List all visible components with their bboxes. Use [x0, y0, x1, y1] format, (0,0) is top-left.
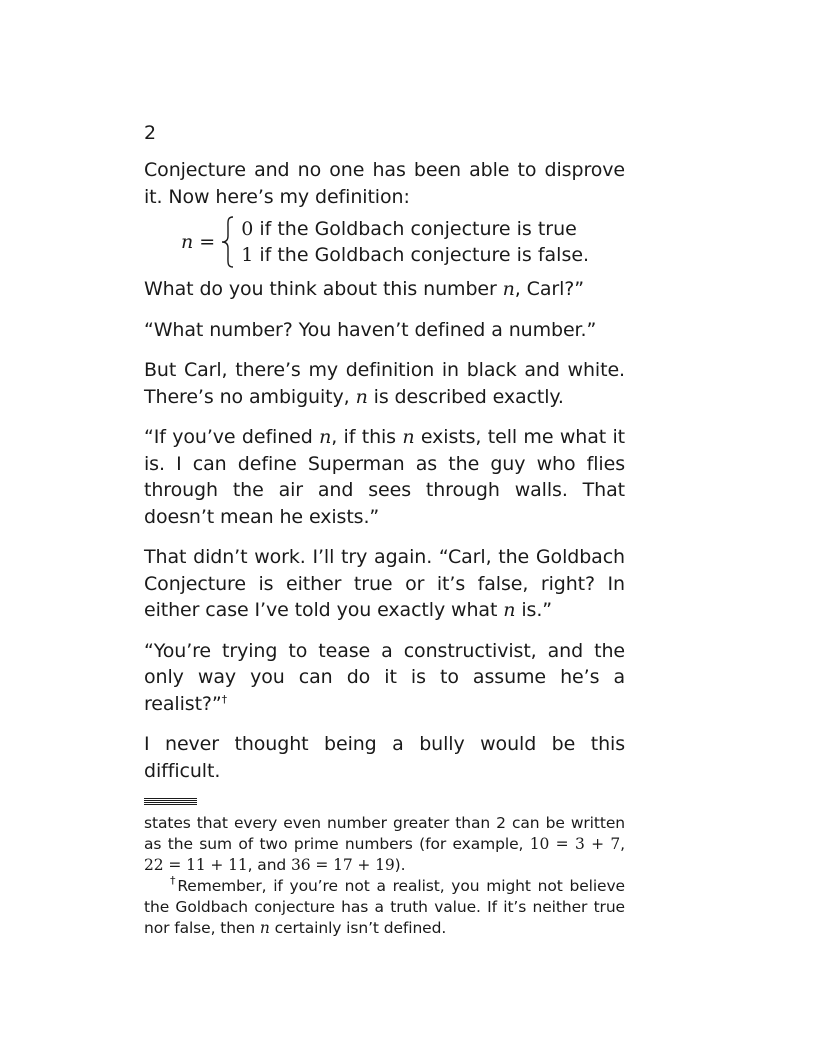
footnote-rule-line [144, 804, 197, 805]
paragraph-6-post: is.” [515, 599, 553, 621]
definition-equation [181, 216, 625, 268]
page-content [144, 120, 625, 939]
page-number: 2 [144, 122, 157, 144]
footnote-2-post: certainly isn’t defined. [269, 919, 447, 937]
footnote-1-separator: , [620, 835, 625, 853]
paragraph-4-pre: But Carl, there’s my definition in black and white. There’s no ambiguity, [144, 359, 625, 408]
paragraph-7 [144, 638, 625, 718]
paragraph-4 [144, 357, 625, 410]
variable-n: n [259, 919, 270, 937]
equation-case-1 [241, 216, 589, 242]
footnote-1-math: 22 = 11 + 11 [144, 856, 248, 874]
paragraph-3 [144, 317, 625, 344]
left-brace-icon [221, 216, 235, 268]
paragraph-2-post: , Carl?” [514, 278, 585, 300]
paragraph-3-text: “What number? You haven’t defined a number.” [144, 318, 597, 341]
variable-n: n [502, 278, 515, 300]
variable-n: n [402, 426, 415, 448]
case-1-text: if the Goldbach conjecture is true [253, 218, 577, 240]
footnote-1-math: 10 = 3 + 7 [529, 835, 621, 853]
footnote-dagger-mark: † [221, 692, 228, 706]
paragraph-6 [144, 544, 625, 624]
paragraph-5-mid: , if this [331, 426, 403, 448]
paragraph-5-pre: “If you’ve defined [144, 426, 320, 448]
paragraph-5 [144, 424, 625, 530]
case-2-text: if the Goldbach conjecture is false. [253, 244, 590, 266]
equation-cases [241, 216, 589, 268]
paragraph-1 [144, 157, 625, 210]
footnote-1-text: states that every even number greater than 2 can be written as the sum of two prime numbers (for example, [144, 814, 625, 853]
main-text [144, 157, 625, 784]
footnote-2-pre: Remember, if you’re not a realist, you might not believe the Goldbach conjecture has a truth value. If it’s neither true nor false, then [144, 877, 625, 937]
footnote-rule-line [144, 800, 197, 801]
footnote-2-mark: † [170, 874, 178, 887]
paragraph-8-text: I never thought being a bully would be this difficult. [144, 733, 625, 782]
footnote-rule-line [144, 802, 197, 803]
equation-lhs: n = [181, 231, 216, 253]
paragraph-7-text: “You’re trying to tease a constructivist, and the only way you can do it is to assume he’s a realist?” [144, 639, 625, 715]
footnote-1-math: 36 = 17 + 19 [291, 856, 395, 874]
paragraph-5-post: exists, tell me what it is. I can define Superman as the guy who flies through the air and sees through walls. That doesn’t mean he exists.” [144, 426, 626, 528]
footnote-2 [144, 876, 625, 939]
paragraph-8 [144, 731, 625, 784]
footnote-rule-line [144, 798, 197, 799]
variable-n: n [355, 385, 368, 408]
variable-n: n [319, 426, 332, 448]
footnote-1-continued [144, 813, 625, 876]
paragraph-6-pre: That didn’t work. I’ll try again. “Carl, the Goldbach Conjecture is either true or it’s false, right? In either case I’ve told you exactly what [144, 546, 625, 621]
variable-n: n [503, 599, 516, 621]
footnote-1-separator: , and [247, 856, 291, 874]
case-1-value: 0 [241, 218, 254, 240]
paragraph-2-pre: What do you think about this number [144, 278, 503, 300]
paragraph-4-post: is described exactly. [367, 385, 564, 408]
paragraph-2 [144, 276, 625, 303]
footnotes [144, 813, 625, 939]
paragraph-1-text: Conjecture and no one has been able to disprove it. Now here’s my definition: [144, 159, 625, 208]
equation-case-2 [241, 242, 589, 268]
case-2-value: 1 [241, 244, 254, 266]
footnote-separator [144, 798, 625, 805]
footnote-1-end: ). [394, 856, 406, 874]
